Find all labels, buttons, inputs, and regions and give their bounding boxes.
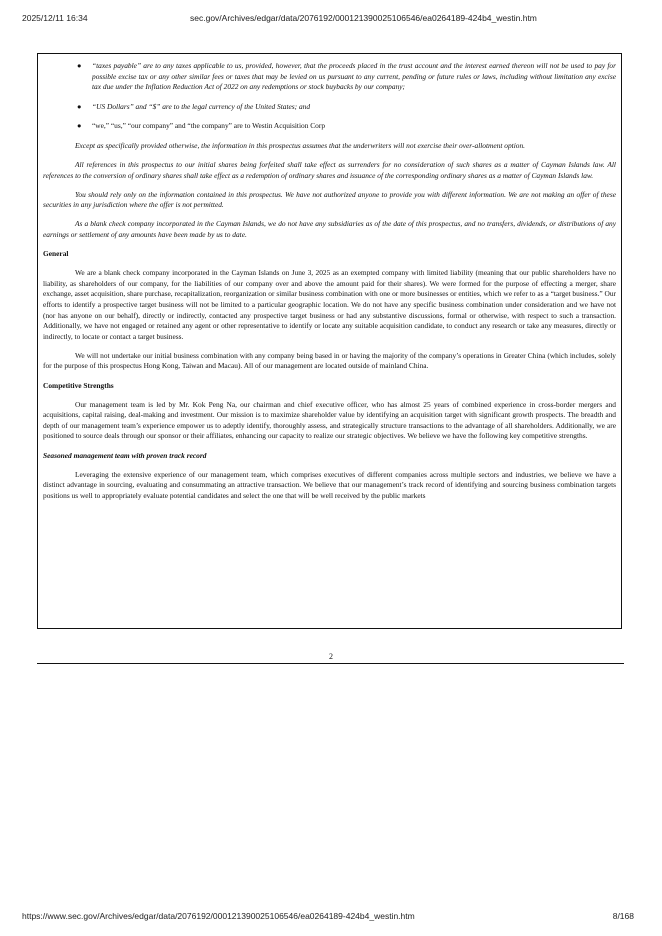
paragraph-over-allotment: Except as specifically provided otherwise, the information in this prospectus assumes that the underwriters will not exercise their over-allotment option. [75, 140, 526, 150]
heading-competitive-strengths: Competitive Strengths [43, 380, 114, 390]
heading-general: General [43, 249, 69, 259]
paragraph-greater-china: We will not undertake our initial business combination with any company being based in or having the majority of the company’s operations in Greater China (which includes, solely for the purpose of this prospectus Hong Kong, Taiwan and Macau). All of our management are located outside of mainland China. [43, 350, 616, 371]
page-number: 2 [329, 652, 333, 661]
paragraph-leveraging-experience: Leveraging the extensive experience of our management team, which comprises executives of different companies across multiple sectors and industries, we believe we have a distinct advantage in sourcing, evaluating and consummating an attractive transaction. We believe that our management’s track record of identifying and sourcing business combination targets positions us well to appropriately evaluate potential candidates and select the one that will be well received by the public markets [43, 469, 616, 500]
bullet-text: “US Dollars” and “$” are to the legal currency of the United States; and [92, 101, 311, 111]
paragraph-rely-only: You should rely only on the information contained in this prospectus. We have not authorized anyone to provide you with different information. We are not making an offer of these securities in any jurisdiction where the offer is not permitted. [43, 189, 616, 210]
document-body [43, 61, 616, 510]
paragraph-no-subsidiaries: As a blank check company incorporated in the Cayman Islands, we do not have any subsidiaries as of the date of this prospectus, and no transfers, dividends, or distributions of any earnings or settlement of any amounts have been made by us to date. [43, 219, 616, 240]
document-frame [37, 53, 622, 629]
print-page-count: 8/168 [612, 911, 634, 921]
print-page-title: sec.gov/Archives/edgar/data/2076192/000121390025106546/ea0264189-424b4_westin.htm [190, 13, 537, 23]
bullet-taxes-payable [43, 61, 616, 93]
bullet-dot-icon: ● [77, 121, 82, 131]
paragraph-blank-check: We are a blank check company incorporated in the Cayman Islands on June 3, 2025 as an exempted company with limited liability (meaning that our public shareholders have no liability, as shareholders of our company, for the liabilities of our company over and above the amount paid for their shares). We were formed for the purpose of effecting a merger, share exchange, asset acquisition, share purchase, recapitalization, reorganization or similar business combination with one or more businesses or entities, which we refer to as a “target business.” Our efforts to identify a prospective target business will not be limited to a particular geographic location. We do not have any specific business combination under consideration and we have not (nor has anyone on our behalf), directly or indirectly, contacted any prospective target business or had any substantive discussions, formal or otherwise, with respect to such a transaction. Additionally, we have not engaged or retained any agent or other representative to identify or locate any suitable acquisition candidate, to conduct any research or take any measures, directly or indirectly, to locate or contact a target business. [43, 268, 616, 341]
page-divider [37, 663, 624, 664]
heading-seasoned-management: Seasoned management team with proven track record [43, 450, 207, 460]
bullet-text: “we,” “us,” “our company” and “the company” are to Westin Acquisition Corp [92, 121, 326, 131]
bullet-dot-icon: ● [77, 61, 82, 70]
print-datetime: 2025/12/11 16:34 [22, 13, 88, 23]
bullet-we-us [43, 121, 616, 132]
paragraph-management-team: Our management team is led by Mr. Kok Peng Na, our chairman and chief executive officer, who has almost 25 years of combined experience in cross-border mergers and acquisitions, capital raising, deal-making and investment. Our mission is to maximize shareholder value by identifying an acquisition target with significant growth prospects. The breadth and depth of our management team’s experience empower us to adeptly identify, thoroughly assess, and strategically structure transactions to the advantage of all shareholders. Additionally, we are positioned to source deals through our sponsor or their affiliates, enhancing our capacity to realize our strategic objectives. We believe we have the following key competitive strengths. [43, 399, 616, 441]
bullet-text: “taxes payable” are to any taxes applicable to us, provided, however, that the proceeds placed in the trust account and the interest earned thereon will not be used to pay for possible excise tax or any other similar fees or taxes that may be levied on us pursuant to any current, pending or future rules or laws, including without limitation any excise tax due under the Inflation Reduction Act of 2022 on any redemptions or stock buybacks by our company; [92, 61, 616, 92]
bullet-dot-icon: ● [77, 101, 82, 111]
bullet-us-dollars [43, 102, 616, 113]
paragraph-forfeited-shares: All references in this prospectus to our initial shares being forfeited shall take effect as surrenders for no consideration of such shares as a matter of Cayman Islands law. All references to the conversion of ordinary shares shall take effect as a redemption of ordinary shares and issuance of the corresponding ordinary shares as a matter of Cayman Islands law. [43, 160, 616, 180]
print-url: https://www.sec.gov/Archives/edgar/data/2076192/000121390025106546/ea0264189-424b4_westin.htm [22, 911, 415, 921]
